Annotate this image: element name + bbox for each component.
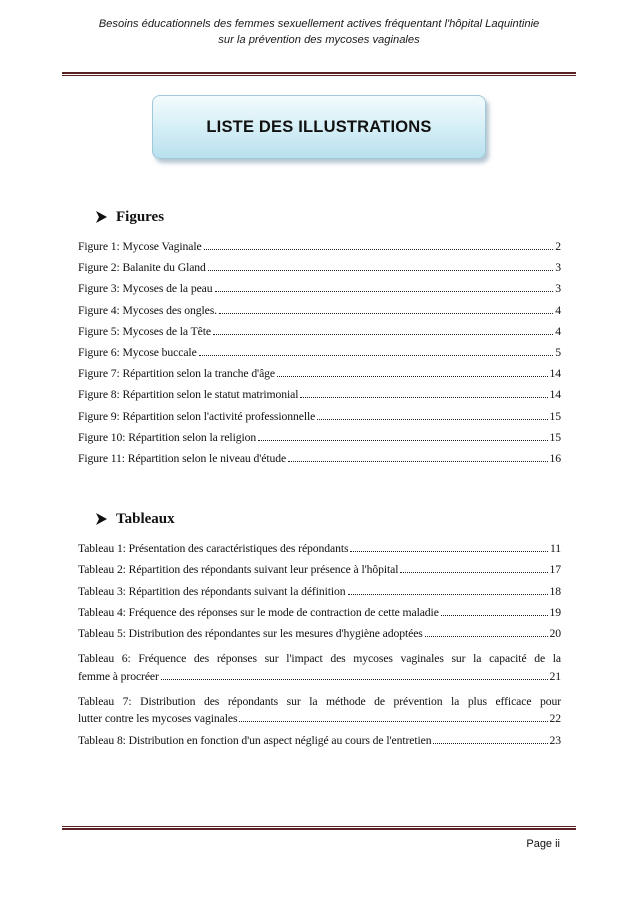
toc-entry-figure-8[interactable] (78, 388, 561, 409)
toc-entry-figure-6[interactable] (78, 346, 561, 367)
toc-entry-page: 22 (549, 712, 561, 726)
dot-leader (208, 269, 553, 271)
dot-leader (400, 571, 547, 573)
dot-leader (277, 375, 548, 377)
figures-heading-label: Figures (116, 208, 165, 225)
toc-entry-label: Tableau 5: Distribution des répondantes sur les mesures d'hygiène adoptées (78, 627, 423, 641)
toc-entry-label-cont: lutter contre les mycoses vaginales (78, 712, 238, 726)
toc-entry-figure-5[interactable] (78, 325, 561, 346)
toc-entry-label: Figure 2: Balanite du Gland (78, 261, 206, 275)
toc-entry-page: 5 (555, 345, 561, 359)
toc-entry-tableau-8[interactable] (78, 734, 561, 755)
dot-leader (350, 550, 547, 552)
toc-entry-tableau-2[interactable] (78, 563, 561, 584)
dot-leader (239, 720, 547, 722)
toc-entry-label: Figure 8: Répartition selon le statut matrimonial (78, 388, 299, 402)
page-title: LISTE DES ILLUSTRATIONS (206, 117, 432, 136)
dot-leader (204, 248, 554, 250)
toc-entry-figure-7[interactable] (78, 367, 561, 388)
tableaux-list (78, 542, 561, 755)
toc-entry-label: Figure 11: Répartition selon le niveau d'étude (78, 451, 287, 465)
figures-list (78, 240, 561, 473)
toc-entry-label: Figure 7: Répartition selon la tranche d'âge (78, 367, 275, 381)
page-title-banner (152, 95, 486, 159)
dot-leader (199, 354, 554, 356)
toc-entry-page: 18 (549, 584, 561, 598)
toc-entry-page: 3 (555, 261, 561, 275)
dot-leader (258, 439, 547, 441)
toc-entry-tableau-6[interactable] (78, 648, 561, 691)
toc-entry-page: 20 (549, 627, 561, 641)
dot-leader (288, 460, 547, 462)
header-line-1: Besoins éducationnels des femmes sexuellement actives fréquentant l'hôpital Laquintinie (98, 18, 540, 30)
header-rule (62, 72, 576, 76)
toc-entry-page: 19 (549, 605, 561, 619)
running-header (60, 16, 578, 48)
dot-leader (317, 418, 547, 420)
toc-entry-page: 4 (555, 303, 561, 317)
dot-leader (161, 678, 548, 680)
toc-entry-label: Tableau 7: Distribution des répondants sur la méthode de prévention la plus efficace pour (78, 695, 561, 709)
toc-entry-tableau-3[interactable] (78, 585, 561, 606)
toc-entry-page: 14 (549, 367, 561, 381)
toc-entry-figure-1[interactable] (78, 240, 561, 261)
dot-leader (215, 290, 554, 292)
toc-entry-figure-9[interactable] (78, 410, 561, 431)
toc-entry-page: 4 (555, 324, 561, 338)
footer-rule (62, 826, 576, 830)
toc-entry-label: Figure 10: Répartition selon la religion (78, 430, 257, 444)
toc-entry-page: 3 (555, 282, 561, 296)
toc-entry-label: Tableau 1: Présentation des caractéristiques des répondants (78, 542, 349, 555)
toc-entry-page: 17 (549, 563, 561, 577)
toc-entry-label: Figure 5: Mycoses de la Tête (78, 324, 211, 338)
toc-entry-figure-3[interactable] (78, 282, 561, 303)
toc-entry-tableau-1[interactable] (78, 542, 561, 563)
toc-entry-figure-2[interactable] (78, 261, 561, 282)
toc-entry-page: 15 (549, 409, 561, 423)
toc-entry-page: 23 (549, 733, 561, 747)
toc-entry-label: Figure 4: Mycoses des ongles. (78, 303, 217, 317)
toc-entry-label: Figure 6: Mycose buccale (78, 345, 197, 359)
arrow-bullet-icon (95, 210, 108, 224)
dot-leader (441, 614, 548, 616)
page-number: Page ii (526, 838, 560, 850)
toc-entry-page: 16 (549, 451, 561, 465)
header-line-2: sur la prévention des mycoses vaginales (218, 34, 420, 46)
toc-entry-label: Tableau 3: Répartition des répondants suivant la définition (78, 584, 346, 598)
toc-entry-label: Figure 9: Répartition selon l'activité professionnelle (78, 409, 316, 423)
toc-entry-figure-10[interactable] (78, 431, 561, 452)
tableaux-heading-label: Tableaux (116, 510, 175, 527)
toc-entry-page: 15 (549, 430, 561, 444)
toc-entry-label: Tableau 4: Fréquence des réponses sur le mode de contraction de cette maladie (78, 605, 439, 619)
toc-entry-label: Figure 3: Mycoses de la peau (78, 282, 213, 296)
toc-entry-page: 21 (549, 669, 561, 683)
toc-entry-label: Tableau 6: Fréquence des réponses sur l'impact des mycoses vaginales sur la capacité de la (78, 652, 561, 666)
dot-leader (213, 333, 553, 335)
toc-entry-page: 14 (549, 388, 561, 402)
toc-entry-label: Tableau 2: Répartition des répondants suivant leur présence à l'hôpital (78, 563, 399, 577)
dot-leader (425, 635, 548, 637)
toc-entry-figure-11[interactable] (78, 452, 561, 473)
toc-entry-page: 11 (549, 542, 561, 555)
toc-entry-page: 2 (555, 240, 561, 253)
dot-leader (348, 593, 548, 595)
figures-heading (95, 207, 164, 227)
dot-leader (219, 312, 553, 314)
dot-leader (433, 742, 547, 744)
toc-entry-label-cont: femme à procréer (78, 669, 159, 683)
arrow-bullet-icon (95, 512, 108, 526)
toc-entry-figure-4[interactable] (78, 304, 561, 325)
toc-entry-label: Tableau 8: Distribution en fonction d'un aspect négligé au cours de l'entretien (78, 733, 432, 747)
toc-entry-label: Figure 1: Mycose Vaginale (78, 240, 202, 253)
tableaux-heading (95, 509, 175, 529)
toc-entry-tableau-7[interactable] (78, 691, 561, 734)
toc-entry-tableau-5[interactable] (78, 627, 561, 648)
toc-entry-tableau-4[interactable] (78, 606, 561, 627)
dot-leader (300, 396, 547, 398)
